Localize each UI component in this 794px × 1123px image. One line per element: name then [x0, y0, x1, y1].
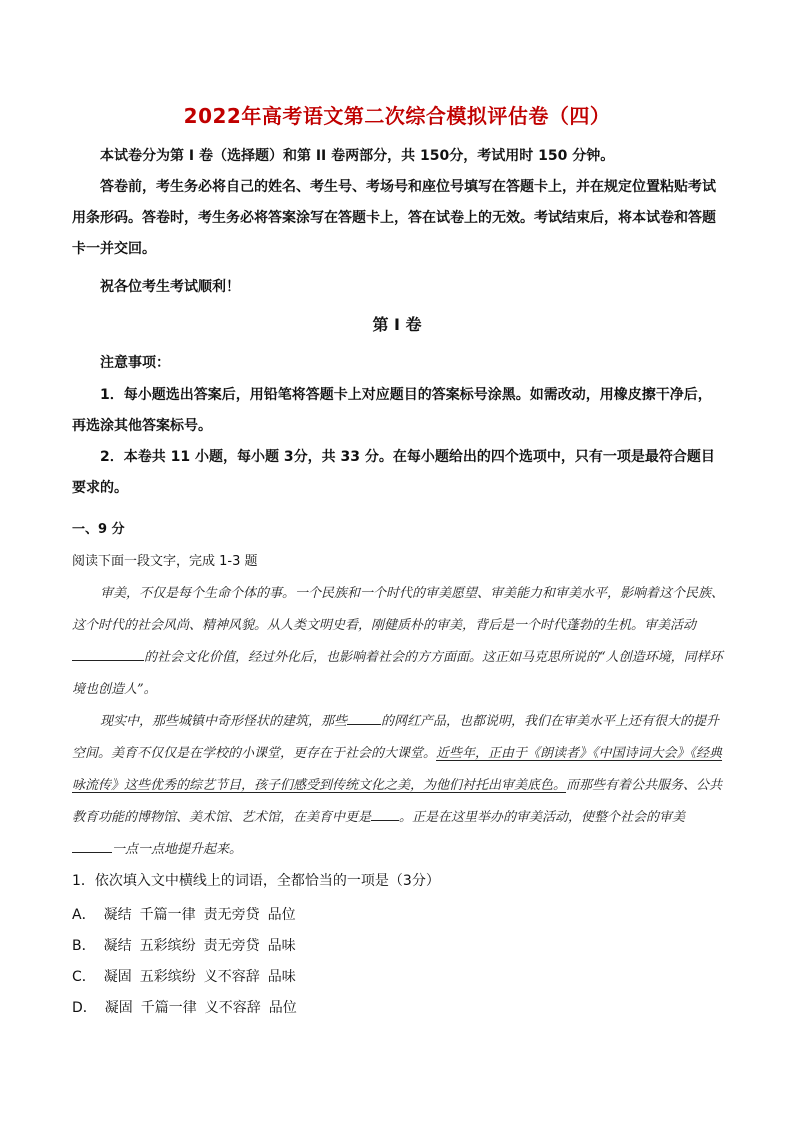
notice-1: 1．每小题选出答案后，用铅笔将答题卡上对应题目的答案标号涂黑。如需改动，用橡皮擦干净后，再选涂其他答案标号。 [72, 387, 712, 434]
option-word: 责无旁贷 [203, 938, 260, 954]
option-letter: A． [72, 907, 96, 923]
intro-line-3: 祝各位考生考试顺利！ [100, 279, 240, 295]
part-instruction: 阅读下面一段文字，完成 1-3 题 [72, 554, 258, 569]
passage-p2-text-b: 的网红产品，也都说明，我们在审美水平上还有很大的提升空间。美育不仅仅是在学校的小课堂，更存在于社会的大课堂。 [72, 714, 720, 761]
option-word: 责无旁贷 [203, 907, 260, 923]
option-letter: D． [72, 1000, 97, 1016]
option-word: 义不容辞 [203, 969, 260, 985]
notice-2: 2．本卷共 11 小题，每小题 3分，共 33 分。在每小题给出的四个选项中，只有一项是最符合题目要求的。 [72, 449, 715, 496]
option-word: 五彩缤纷 [139, 938, 196, 954]
option-a[interactable] [72, 904, 296, 924]
option-word: 品位 [268, 1000, 297, 1016]
intro-line-2: 答卷前，考生务必将自己的姓名、考生号、考场号和座位号填写在答题卡上，并在规定位置粘贴考试用条形码。答卷时，考生务必将答案涂写在答题卡上，答在试卷上的无效。考试结束后，将本试卷和答题卡一并交回。 [72, 179, 716, 257]
passage-paragraph-1 [72, 578, 724, 706]
option-letter: C． [72, 969, 96, 985]
underlined-sentence: 近些年，正由于《朗读者》《中国诗词大会》《经典咏流传》这些优秀的综艺节目，孩子们感受到传统文化之美，为他们衬托出审美底色。 [72, 746, 723, 793]
option-word: 品味 [267, 938, 296, 954]
option-b[interactable] [72, 935, 296, 955]
option-word: 凝结 [103, 938, 132, 954]
option-c[interactable] [72, 966, 296, 986]
passage-p2-text-e: 一点一点地提升起来。 [112, 842, 243, 857]
passage-p1-text-a: 审美，不仅是每个生命个体的事。一个民族和一个时代的审美愿望、审美能力和审美水平，影响着这个民族、这个时代的社会风尚、精神风貌。从人类文明史看，刚健质朴的审美，背后是一个时代蓬勃的生机。审美活动 [72, 586, 725, 633]
option-word: 千篇一律 [140, 1000, 197, 1016]
blank-3 [371, 819, 399, 821]
option-word: 五彩缤纷 [139, 969, 196, 985]
section-title: 第 I 卷 [372, 315, 422, 334]
passage-p2-text-c: 而那些有着公共服务、公共教育功能的博物馆、美术馆、艺术馆，在美育中更是 [72, 778, 723, 825]
passage-p1-text-b: 的社会文化价值，经过外化后，也影响着社会的方方面面。这正如马克思所说的“人创造环境，同样环境也创造人”。 [72, 650, 723, 697]
notice-label: 注意事项： [100, 355, 170, 371]
option-word: 凝结 [103, 907, 132, 923]
blank-2 [347, 723, 381, 725]
exam-title: 2022年高考语文第二次综合模拟评估卷（四） [183, 104, 611, 128]
blank-1 [72, 659, 144, 661]
option-word: 千篇一律 [139, 907, 196, 923]
option-word: 凝固 [103, 969, 132, 985]
option-word: 品味 [267, 969, 296, 985]
passage-p2-text-a: 现实中，那些城镇中奇形怪状的建筑，那些 [100, 714, 348, 729]
blank-4 [72, 851, 112, 853]
intro-line-1: 本试卷分为第 I 卷（选择题）和第 II 卷两部分，共 150分，考试用时 150 分钟。 [100, 148, 615, 164]
passage-paragraph-2 [72, 706, 724, 866]
option-word: 品位 [267, 907, 296, 923]
passage-p2-text-d: 。正是在这里举办的审美活动，使整个社会的审美 [399, 810, 686, 825]
option-d[interactable] [72, 997, 297, 1017]
question-stem: 1．依次填入文中横线上的词语，全都恰当的一项是（3分） [72, 873, 440, 889]
option-word: 义不容辞 [204, 1000, 261, 1016]
part-heading: 一、9 分 [72, 522, 125, 537]
option-letter: B． [72, 938, 96, 954]
option-word: 凝固 [104, 1000, 133, 1016]
